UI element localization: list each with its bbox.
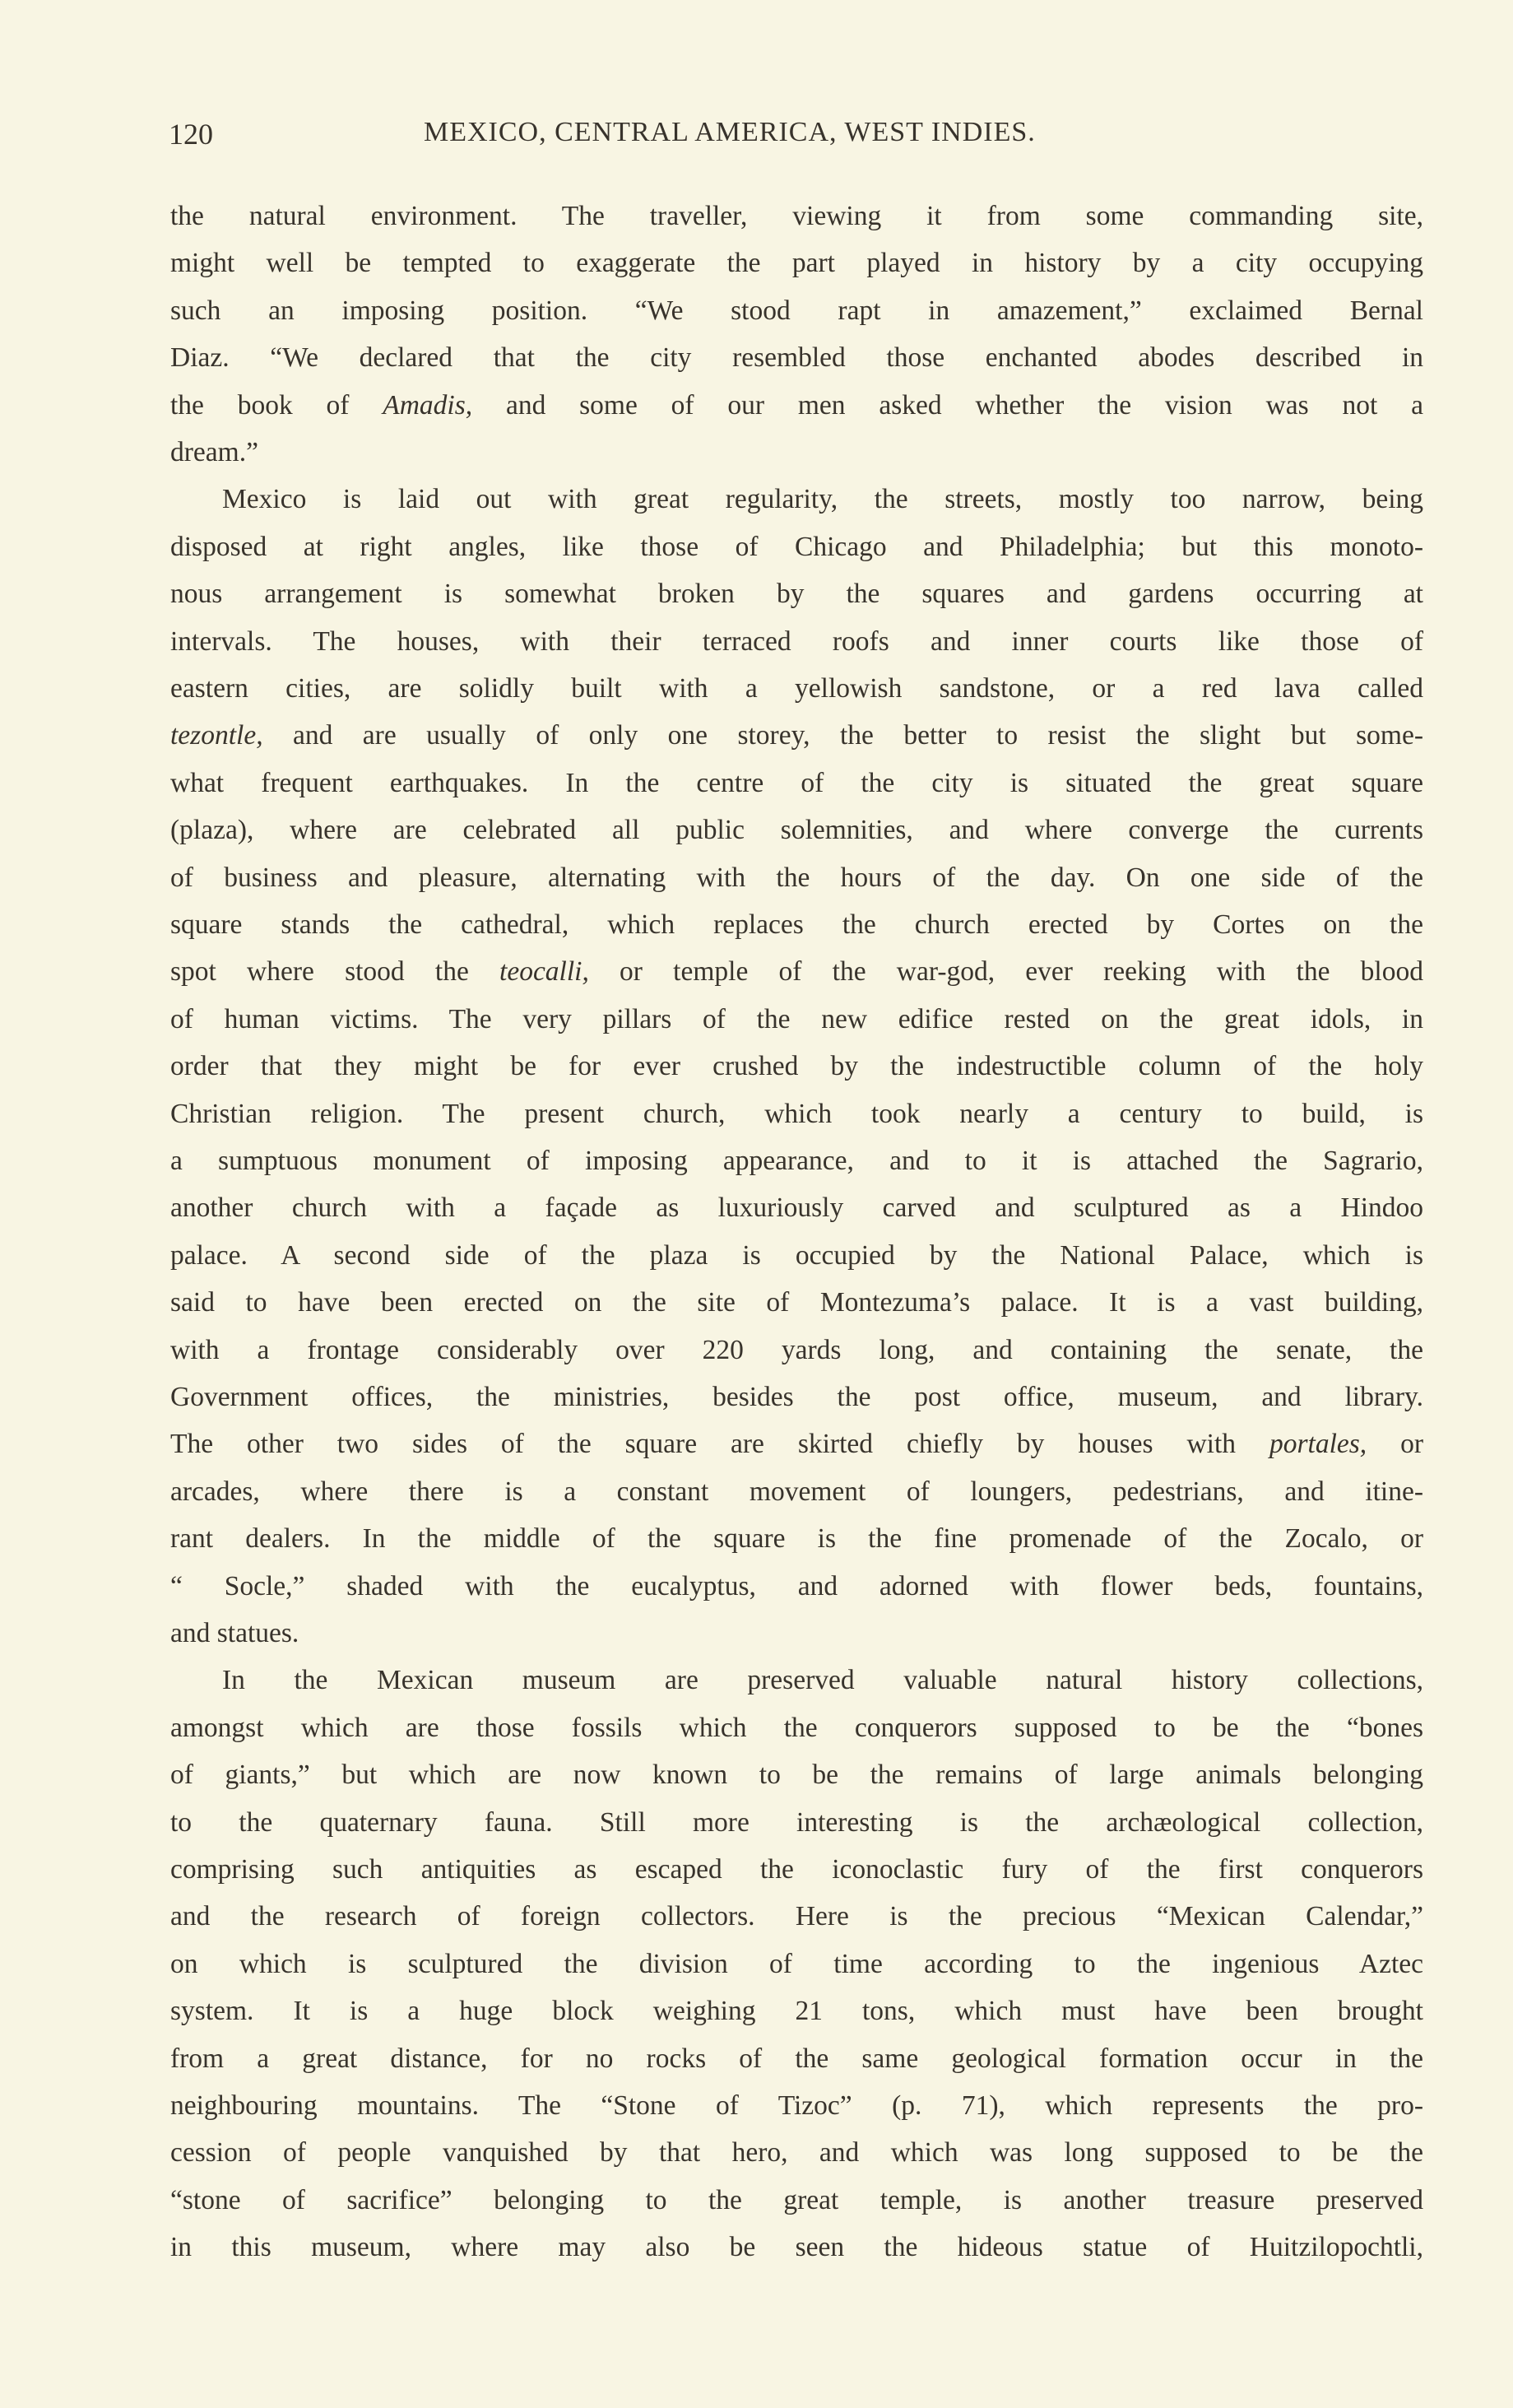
text-segment: system. It is a huge block weighing 21 tons, which must have been brought (170, 1996, 1423, 2027)
text-segment: to the quaternary fauna. Still more interesting is the archæological collection, (170, 1806, 1423, 1838)
text-line (222, 1664, 1423, 1697)
text-segment: Diaz. “We declared that the city resembled those enchanted abodes described in (170, 342, 1423, 374)
text-line (170, 1428, 1423, 1461)
text-line (170, 1712, 1423, 1745)
text-segment: rant dealers. In the middle of the square is the fine promenade of the Zocalo, or (170, 1523, 1423, 1555)
text-segment: in this museum, where may also be seen the hideous statue of Huitzilopochtli, (170, 2232, 1423, 2263)
italic-text: tezontle, (170, 720, 263, 751)
text-segment: amongst which are those fossils which the conquerors supposed to be the “bones (170, 1712, 1423, 1743)
text-line (170, 1381, 1423, 1414)
text-segment: from a great distance, for no rocks of the same geological formation occur in the (170, 2043, 1423, 2074)
text-line (170, 1853, 1423, 1886)
text-line (170, 1617, 1423, 1650)
text-line (170, 2184, 1423, 2217)
text-line (170, 1239, 1423, 1272)
text-line (170, 2090, 1423, 2122)
text-line (170, 1192, 1423, 1225)
text-line (170, 1098, 1423, 1131)
text-line (170, 2043, 1423, 2076)
text-line (170, 1806, 1423, 1839)
text-segment: a sumptuous monument of imposing appearance, and to it is attached the Sagrario, (170, 1146, 1423, 1176)
text-segment: “stone of sacrifice” belonging to the great temple, is another treasure preserved (170, 2184, 1423, 2215)
text-segment: another church with a façade as luxuriously carved and sculptured as a Hindoo (170, 1192, 1423, 1224)
page-number: 120 (169, 118, 213, 151)
text-line (170, 1570, 1423, 1603)
running-head: MEXICO, CENTRAL AMERICA, WEST INDIES. (424, 117, 1036, 147)
text-segment: or temple of the war-god, ever reeking with the blood (588, 956, 1423, 988)
text-line (170, 295, 1423, 328)
text-line (170, 719, 1423, 752)
text-line (170, 672, 1423, 705)
text-segment: Government offices, the ministries, besides the post office, museum, and library. (170, 1382, 1423, 1412)
text-line (170, 1334, 1423, 1367)
text-line (170, 1145, 1423, 1178)
text-segment: spot where stood the (170, 956, 500, 988)
text-line (170, 909, 1423, 941)
text-segment: of human victims. The very pillars of the new edifice rested on the great idols, in (170, 1003, 1423, 1034)
text-segment: the natural environment. The traveller, viewing it from some commanding site, (170, 201, 1423, 231)
text-line (170, 625, 1423, 658)
text-line (170, 1050, 1423, 1083)
italic-text: portales, (1269, 1429, 1367, 1460)
text-segment: of giants,” but which are now known to be the remains of large animals belonging (170, 1760, 1423, 1791)
text-segment: might well be tempted to exaggerate the part played in history by a city occupying (170, 248, 1423, 279)
text-line (170, 436, 1423, 469)
text-line (222, 483, 1423, 516)
text-segment: neighbouring mountains. The “Stone of Tizoc” (p. 71), which represents the pro- (170, 2090, 1423, 2121)
text-segment: order that they might be for ever crushed by the indestructible column of the holy (170, 1051, 1423, 1082)
text-line (170, 1995, 1423, 2028)
text-line (170, 814, 1423, 847)
text-line (170, 1522, 1423, 1555)
text-segment: and statues. (170, 1618, 299, 1648)
text-line (170, 1286, 1423, 1319)
text-line (170, 1003, 1423, 1036)
text-line (170, 389, 1423, 422)
text-segment: The other two sides of the square are skirted chiefly by houses with (170, 1429, 1269, 1460)
text-line (170, 578, 1423, 611)
text-segment: and are usually of only one storey, the better to resist the slight but some- (262, 720, 1423, 751)
text-segment: what frequent earthquakes. In the centre of the city is situated the great square (170, 767, 1423, 798)
text-segment: comprising such antiquities as escaped the iconoclastic fury of the first conquerors (170, 1854, 1423, 1885)
text-segment: of business and pleasure, alternating with the hours of the day. On one side of the (170, 862, 1423, 893)
text-segment: In the Mexican museum are preserved valuable natural history collections, (222, 1665, 1423, 1696)
text-segment: said to have been erected on the site of Montezuma’s palace. It is a vast building, (170, 1287, 1423, 1318)
text-segment: intervals. The houses, with their terraced roofs and inner courts like those of (170, 625, 1423, 657)
text-line (170, 2231, 1423, 2264)
text-line (170, 342, 1423, 374)
text-segment: dream.” (170, 437, 258, 467)
text-line (170, 767, 1423, 800)
text-segment: “ Socle,” shaded with the eucalyptus, and adorned with flower beds, fountains, (170, 1570, 1423, 1601)
text-segment: disposed at right angles, like those of Chicago and Philadelphia; but this monoto- (170, 531, 1423, 562)
text-segment: and the research of foreign collectors. Here is the precious “Mexican Calendar,” (170, 1901, 1423, 1932)
text-segment: square stands the cathedral, which replaces the church erected by Cortes on the (170, 909, 1423, 940)
italic-text: teocalli, (499, 956, 589, 988)
text-segment: eastern cities, are solidly built with a yellowish sandstone, or a red lava called (170, 673, 1423, 704)
text-segment: and some of our men asked whether the vision was not a (472, 389, 1423, 421)
text-line (170, 955, 1423, 988)
text-segment: palace. A second side of the plaza is occupied by the National Palace, which is (170, 1239, 1423, 1271)
text-line (170, 531, 1423, 564)
text-segment: with a frontage considerably over 220 yards long, and containing the senate, the (170, 1334, 1423, 1365)
text-line (170, 1476, 1423, 1508)
italic-text: Amadis, (383, 389, 473, 421)
text-segment: Christian religion. The present church, which took nearly a century to build, is (170, 1098, 1423, 1129)
text-line (170, 2136, 1423, 2169)
text-line (170, 1759, 1423, 1792)
text-line (170, 862, 1423, 895)
text-segment: (plaza), where are celebrated all public solemnities, and where converge the currents (170, 815, 1423, 846)
text-line (170, 200, 1423, 233)
text-segment: cession of people vanquished by that hero, and which was long supposed to be the (170, 2137, 1423, 2169)
text-segment: the book of (170, 389, 383, 421)
text-segment: such an imposing position. “We stood rapt in amazement,” exclaimed Bernal (170, 295, 1423, 326)
text-segment: Mexico is laid out with great regularity, the streets, mostly too narrow, being (222, 484, 1423, 515)
text-line (170, 1948, 1423, 1981)
text-segment: arcades, where there is a constant movement of loungers, pedestrians, and itine- (170, 1476, 1423, 1507)
text-segment: or (1367, 1429, 1424, 1460)
text-segment: on which is sculptured the division of time according to the ingenious Aztec (170, 1948, 1423, 1979)
text-segment: nous arrangement is somewhat broken by the squares and gardens occurring at (170, 579, 1423, 610)
text-line (170, 1900, 1423, 1933)
text-line (170, 247, 1423, 280)
